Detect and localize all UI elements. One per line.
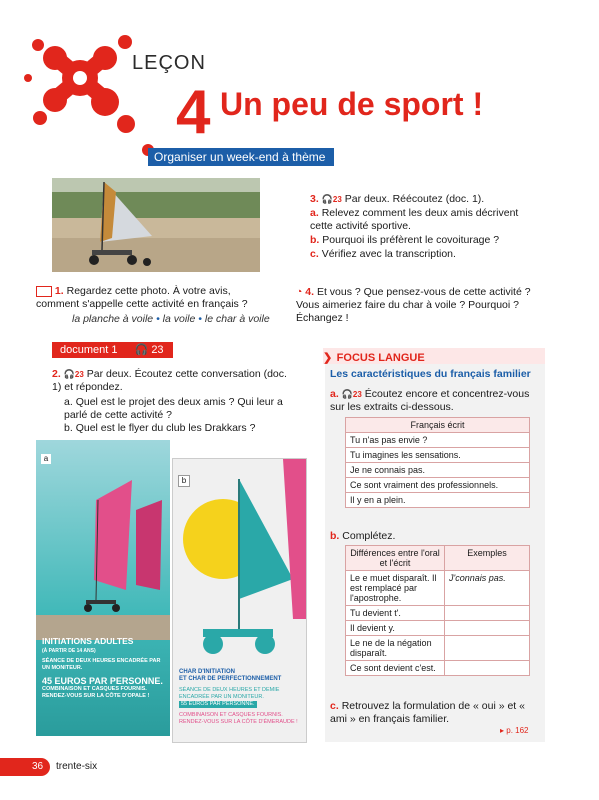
headphones-icon: 🎧 [341, 389, 353, 399]
table-row: Je ne connais pas. [346, 463, 530, 478]
book-icon [36, 286, 52, 297]
table-cell [445, 636, 530, 661]
table-row: Il y en a plein. [346, 493, 530, 508]
track-number: 23 [151, 344, 164, 356]
focus-a: a. 🎧23 Écoutez encore et concentrez-vous sur les extraits ci-dessous. [330, 388, 530, 413]
page-reference[interactable]: ▸ p. 162 [500, 726, 529, 735]
q1-option: le char à voile [204, 313, 270, 325]
flyer-tag: b [178, 475, 190, 487]
lesson-number: 4 [176, 78, 211, 147]
q1-number: 1. [54, 285, 64, 297]
lesson-label: LEÇON [132, 52, 206, 74]
focus-c: c. Retrouvez la formulation de « oui » et « ami » en français familier. [330, 700, 525, 725]
track-number: 23 [74, 370, 84, 379]
q1-text: Regardez cette photo. À votre avis, comment s'appelle cette activité en français ? [36, 285, 248, 310]
table-row: Ce sont vraiment des professionnels. [346, 478, 530, 493]
q2-number: 2. [52, 368, 61, 380]
q3-item: Vérifiez avec la transcription. [321, 248, 456, 260]
q3-intro: Par deux. Réécoutez (doc. 1). [344, 193, 485, 205]
focus-b: b. Complétez. [330, 530, 396, 542]
headphones-icon: 🎧 [321, 194, 333, 204]
q3-item: Pourquoi ils préfèrent le covoiturage ? [322, 234, 500, 246]
table-header: Différences entre l'oral et l'écrit [346, 546, 445, 571]
table-cell: Ce sont devient c'est. [346, 661, 445, 676]
table-cell: Tu devient t'. [346, 606, 445, 621]
page-word: trente-six [56, 761, 98, 772]
flyer-a [36, 440, 170, 736]
sand-yacht-photo [52, 178, 260, 272]
flyer-b [172, 458, 307, 743]
document-1-header [52, 342, 173, 358]
q2-item: Quel est le projet des deux amis ? Qui leur a parlé de cette activité ? [64, 396, 283, 421]
q3-item: Relevez comment les deux amis décrivent cette activité sportive. [310, 207, 519, 232]
flyer-b-image [173, 459, 306, 679]
q2-intro: Par deux. Écoutez cette conversation (doc. 1) et répondez. [52, 368, 287, 393]
table-row: Tu n'as pas envie ? [346, 433, 530, 448]
table-cell [445, 621, 530, 636]
focus-header [323, 348, 545, 364]
lesson-title: Un peu de sport ! [220, 86, 484, 122]
table-cell: Le ne de la négation disparaît. [346, 636, 445, 661]
table-cell [445, 606, 530, 621]
table-cell: Il devient y. [346, 621, 445, 636]
table-differences [345, 545, 530, 676]
question-2 [52, 368, 292, 394]
table-row: Tu imagines les sensations. [346, 448, 530, 463]
document-label: document 1 [60, 344, 118, 356]
question-3 [310, 193, 540, 206]
flyer-tag: a [41, 454, 51, 464]
q2-items: a. Quel est le projet des deux amis ? Qui leur a parlé de cette activité ? b. Quel est le flyer du club les Drakkars ? [64, 396, 283, 434]
headphones-icon: 🎧 [63, 369, 75, 379]
flyer-a-text: INITIATIONS ADULTES (À PARTIR DE 14 ANS) SÉANCE DE DEUX HEURES ENCADRÉE PAR UN MONITEUR. 45 EUROS PAR PERSONNE. COMBINAISON ET CASQUES FOURNIS. RENDEZ-VOUS SUR LA CÔTE D'OPALE ! [42, 636, 163, 699]
theme-banner: Organiser un week-end à thème [148, 148, 334, 166]
q4-text: Et vous ? Que pensez-vous de cette activité ? Vous aimeriez faire du char à voile ? Pourquoi ? Échangez ! [296, 286, 531, 324]
question-1 [36, 285, 266, 311]
q1-option: la voile [162, 313, 196, 325]
q1-options: la planche à voile • la voile • le char à voile [72, 313, 270, 325]
flyer-b-text: CHAR D'INITIATION ET CHAR DE PERFECTIONNEMENT SÉANCE DE DEUX HEURES ET DEMIE ENCADRÉE PAR UN MONITEUR. 55 EUROS PAR PERSONNE. COMBINAISON ET CASQUES FOURNIS. RENDEZ-VOUS SUR LA CÔTE D'ÉMERAUDE ! [179, 669, 298, 725]
table-header: Français écrit [346, 418, 530, 433]
table-cell [445, 661, 530, 676]
table-header: Exemples [445, 546, 530, 571]
headphones-icon: 🎧 [134, 344, 149, 356]
page-number-tab [0, 758, 50, 776]
q3-number: 3. [310, 193, 319, 205]
q3-items: a. Relevez comment les deux amis décrivent cette activité sportive. b. Pourquoi ils préfèrent le covoiturage ? c. Vérifiez avec la transcription. [310, 207, 519, 260]
chevron-icon: ❯ [323, 352, 333, 364]
lesson-logo [20, 20, 170, 160]
track-number: 23 [332, 195, 342, 204]
q2-item: Quel est le flyer du club les Drakkars ? [75, 422, 256, 434]
q4-number: 4. [305, 286, 315, 298]
question-4 [296, 286, 536, 325]
q1-option: la planche à voile [72, 313, 154, 325]
focus-subtitle: Les caractéristiques du français familier [330, 368, 531, 380]
flyer-a-image [36, 440, 170, 640]
table-francais-ecrit [345, 417, 530, 508]
focus-title: FOCUS LANGUE [336, 352, 425, 364]
table-cell: J'connais pas. [445, 571, 530, 606]
page-number: 36 [32, 761, 44, 772]
table-cell: Le e muet disparaît. Il est remplacé par l'apostrophe. [346, 571, 445, 606]
speech-icon: ◔ [296, 286, 303, 298]
